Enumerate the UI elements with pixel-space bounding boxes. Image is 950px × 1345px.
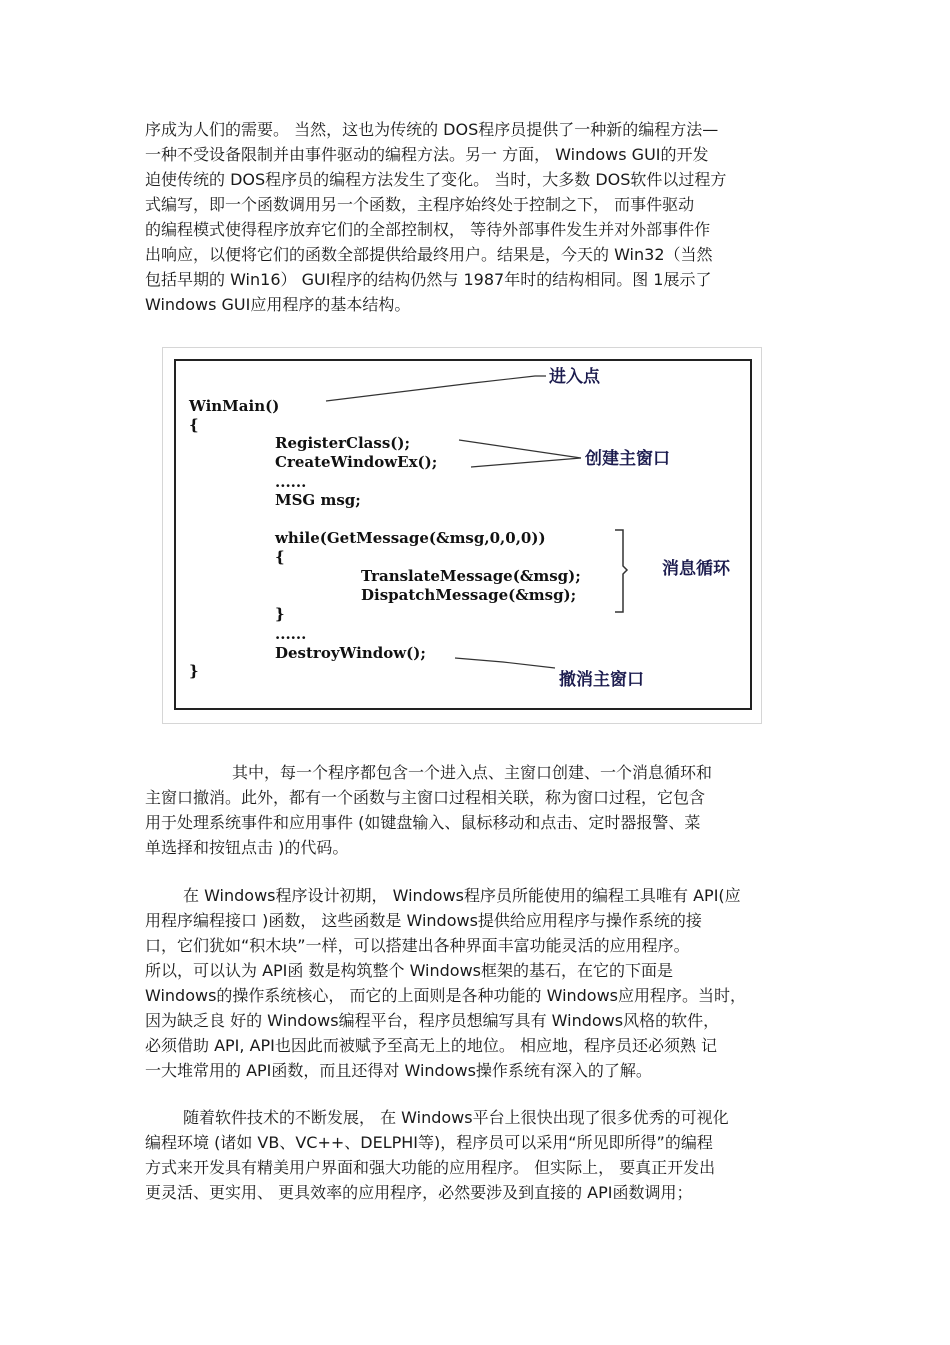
- create-pointer-line-1: [459, 440, 581, 458]
- code-line-createwindowex: CreateWindowEx();: [275, 453, 438, 471]
- text-line: 更灵活、更实用、 更具效率的应用程序，必然要涉及到直接的 API函数调用；: [145, 1183, 693, 1202]
- code-line-loop-open-brace: {: [275, 548, 285, 566]
- text-line: 方式来开发具有精美用户界面和强大功能的应用程序。 但实际上， 要真正开发出: [145, 1158, 716, 1177]
- paragraph-3: [145, 883, 810, 1083]
- code-line-translatemessage: TranslateMessage(&msg);: [361, 567, 581, 585]
- figure-diagram: [163, 348, 761, 723]
- code-line-ellipsis-2: ......: [275, 625, 307, 643]
- paragraph-1: [145, 117, 810, 317]
- text-line: 编程环境 (诸如 VB、VC++、DELPHI等)，程序员可以采用“所见即所得”的编程: [145, 1133, 713, 1152]
- text-line: 包括早期的 Win16） GUI程序的结构仍然与 1987年时的结构相同。图 1展示了: [145, 270, 712, 289]
- text-line: 因为缺乏良 好的 Windows编程平台，程序员想编写具有 Windows风格的软件，: [145, 1011, 720, 1030]
- text-line: 的编程模式使得程序放弃它们的全部控制权， 等待外部事件发生并对外部事件作: [145, 220, 711, 239]
- text-line: 序成为人们的需要。 当然，这也为传统的 DOS程序员提供了一种新的编程方法—: [145, 120, 719, 139]
- paragraph-4: [145, 1105, 810, 1205]
- destroy-pointer-line: [455, 658, 555, 668]
- text-line: 一种不受设备限制并由事件驱动的编程方法。另一 方面， Windows GUI的开发: [145, 145, 709, 164]
- text-line: 迫使传统的 DOS程序员的编程方法发生了变化。 当时，大多数 DOS软件以过程方: [145, 170, 727, 189]
- code-line-ellipsis-1: ......: [275, 473, 307, 491]
- label-create-window: 创建主窗口: [585, 449, 670, 469]
- code-line-registerclass: RegisterClass();: [275, 434, 410, 452]
- text-line: 一大堆常用的 API函数，而且还得对 Windows操作系统有深入的了解。: [145, 1061, 652, 1080]
- code-line-destroywindow: DestroyWindow();: [275, 644, 426, 662]
- text-line: 用于处理系统事件和应用事件 (如键盘输入、鼠标移动和点击、定时器报警、菜: [145, 813, 701, 832]
- entry-pointer-line: [326, 376, 546, 401]
- code-line-close-brace: }: [189, 662, 199, 680]
- code-line-open-brace: {: [189, 416, 199, 434]
- code-line-winmain: WinMain(): [189, 397, 280, 415]
- text-line: 单选择和按钮点击 )的代码。: [145, 838, 349, 857]
- text-line: 所以，可以认为 API函 数是构筑整个 Windows框架的基石，在它的下面是: [145, 961, 673, 980]
- text-line: 在 Windows程序设计初期， Windows程序员所能使用的编程工具唯有 API(应: [183, 886, 741, 905]
- code-line-dispatchmessage: DispatchMessage(&msg);: [361, 586, 577, 604]
- text-line: Windows的操作系统核心， 而它的上面则是各种功能的 Windows应用程序。当时，: [145, 986, 747, 1005]
- loop-bracket: [615, 530, 627, 612]
- code-line-loop-close-brace: }: [275, 605, 285, 623]
- paragraph-2: [145, 760, 810, 860]
- text-line: 其中，每一个程序都包含一个进入点、主窗口创建、一个消息循环和: [232, 763, 713, 782]
- program-structure-figure: [162, 347, 762, 724]
- text-line: 出响应，以便将它们的函数全部提供给最终用户。结果是，今天的 Win32（当然: [145, 245, 713, 264]
- text-line: 必须借助 API, API也因此而被赋予至高无上的地位。 相应地，程序员还必须熟 记: [145, 1036, 718, 1055]
- text-line: 口，它们犹如“积木块”一样，可以搭建出各种界面丰富功能灵活的应用程序。: [145, 936, 690, 955]
- text-line: Windows GUI应用程序的基本结构。: [145, 295, 411, 314]
- text-line: 主窗口撤消。此外，都有一个函数与主窗口过程相关联，称为窗口过程，它包含: [145, 788, 706, 807]
- text-line: 式编写，即一个函数调用另一个函数，主程序始终处于控制之下， 而事件驱动: [145, 195, 695, 214]
- label-message-loop: 消息循环: [662, 559, 730, 579]
- code-line-while: while(GetMessage(&msg,0,0,0)): [275, 529, 546, 547]
- label-destroy-window: 撤消主窗口: [559, 670, 644, 690]
- code-line-msg: MSG msg;: [275, 491, 361, 509]
- create-pointer-line-2: [471, 458, 581, 467]
- text-line: 用程序编程接口 )函数， 这些函数是 Windows提供给应用程序与操作系统的接: [145, 911, 702, 930]
- label-entry-point: 进入点: [549, 367, 600, 387]
- text-line: 随着软件技术的不断发展， 在 Windows平台上很快出现了很多优秀的可视化: [183, 1108, 729, 1127]
